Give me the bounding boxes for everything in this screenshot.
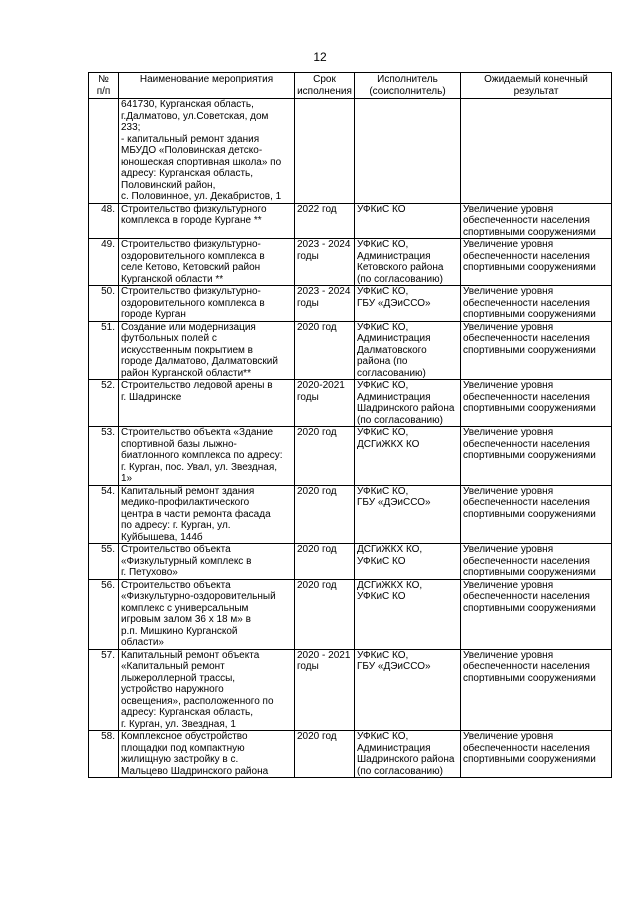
cell-line: Увеличение уровня <box>463 321 554 333</box>
cell-line: спортивными сооружениями <box>463 672 596 684</box>
cell-line: обеспеченности населения <box>463 497 590 508</box>
row-result <box>461 649 612 731</box>
cell-line: УФКиС КО, <box>357 239 409 250</box>
cell-line: (по согласованию) <box>357 273 443 285</box>
cell-line: Ожидаемый конечный <box>484 74 588 85</box>
row-term <box>295 579 355 649</box>
cell-line: «Физкультурно-оздоровительный <box>121 591 276 602</box>
row-result <box>461 321 612 380</box>
cell-line: Капитальный ремонт здания <box>121 485 255 497</box>
cell-line: Администрация <box>357 742 431 754</box>
cell-line: УФКиС КО, <box>357 427 409 438</box>
row-result <box>461 731 612 778</box>
cell-line: № <box>98 74 109 85</box>
table-row <box>89 544 612 580</box>
cell-line: Строительство физкультурно- <box>121 239 261 250</box>
cell-line: по адресу: г. Курган, ул. <box>121 520 231 531</box>
row-number: 57. <box>89 649 119 731</box>
cell-line: УФКиС КО, <box>357 286 409 297</box>
cell-line: спортивной базы лыжно- <box>121 438 237 450</box>
cell-line: ДСГиЖКХ КО, <box>357 579 423 591</box>
cell-line: 2020 год <box>297 321 337 333</box>
cell-line: лыжероллерной трассы, <box>121 672 236 684</box>
cell-line: игровым залом 36 х 18 м» в <box>121 614 251 625</box>
table-row <box>89 380 612 427</box>
row-number: 55. <box>89 544 119 580</box>
cell-line: «Физкультурный комплекс в <box>121 555 252 567</box>
cell-line: обеспеченности населения <box>463 661 590 672</box>
row-measure-name <box>119 544 295 580</box>
row-executor <box>355 649 461 731</box>
row-executor <box>355 427 461 486</box>
row-number: 56. <box>89 579 119 649</box>
cell-line: 2020 год <box>297 427 337 438</box>
row-executor <box>355 239 461 286</box>
cell-line: годы <box>297 391 319 403</box>
row-term <box>295 203 355 239</box>
table-row <box>89 99 612 204</box>
row-term <box>295 544 355 580</box>
cell-line: искусственным покрытием в <box>121 344 253 356</box>
cell-line: медико-профилактического <box>121 497 250 508</box>
cell-line: Капитальный ремонт объекта <box>121 649 260 661</box>
cell-line: р.п. Мишкино Курганской <box>121 625 238 637</box>
cell-line: (по согласованию) <box>357 414 443 426</box>
row-number: 52. <box>89 380 119 427</box>
row-measure-name <box>119 649 295 731</box>
cell-line: биатлонного комплекса по адресу: <box>121 450 283 461</box>
cell-line: юношеская спортивная школа» по <box>121 156 282 168</box>
row-term <box>295 380 355 427</box>
row-number <box>89 99 119 204</box>
header-name <box>119 73 295 99</box>
row-result <box>461 239 612 286</box>
cell-line: Далматовского <box>357 344 427 356</box>
cell-line: 2020 - 2021 <box>297 649 351 661</box>
row-number: 49. <box>89 239 119 286</box>
row-executor <box>355 731 461 778</box>
cell-line: Создание или модернизация <box>121 321 256 333</box>
row-executor <box>355 485 461 544</box>
cell-line: Увеличение уровня <box>463 579 554 591</box>
cell-line: футбольных полей с <box>121 333 217 344</box>
header-executor <box>355 73 461 99</box>
cell-line: район Курганской области** <box>121 367 251 379</box>
cell-line: Строительство ледовой арены в <box>121 380 273 391</box>
cell-line: результат <box>513 85 559 97</box>
row-number: 58. <box>89 731 119 778</box>
cell-line: ДСГиЖКХ КО <box>357 438 420 450</box>
cell-line: Строительство физкультурного <box>121 203 267 215</box>
cell-line: г. Курган, ул. Звездная, 1 <box>121 718 236 730</box>
cell-line: 2020 год <box>297 579 337 591</box>
row-term <box>295 649 355 731</box>
row-measure-name <box>119 427 295 486</box>
cell-line: городе Курган <box>121 309 186 320</box>
cell-line: оздоровительного комплекса в <box>121 297 265 309</box>
cell-line: годы <box>297 661 319 672</box>
table-row <box>89 427 612 486</box>
cell-line: 233; <box>121 122 141 133</box>
table-row <box>89 485 612 544</box>
cell-line: УФКиС КО, <box>357 380 409 391</box>
row-result <box>461 485 612 544</box>
table-row <box>89 239 612 286</box>
row-executor <box>355 579 461 649</box>
cell-line: ГБУ «ДЭиССО» <box>357 661 431 672</box>
row-executor <box>355 286 461 322</box>
row-term <box>295 731 355 778</box>
cell-line: Строительство объекта <box>121 544 231 555</box>
row-term <box>295 286 355 322</box>
row-executor <box>355 380 461 427</box>
cell-line: УФКиС КО <box>357 591 406 602</box>
row-measure-name <box>119 99 295 204</box>
row-result <box>461 99 612 204</box>
cell-line: МБУДО «Половинская детско- <box>121 145 263 156</box>
cell-line: УФКиС КО, <box>357 485 409 497</box>
cell-line: Строительство физкультурно- <box>121 286 261 297</box>
page-number: 12 <box>313 50 327 64</box>
cell-line: Увеличение уровня <box>463 485 554 497</box>
cell-line: жилищную застройку в с. <box>121 754 239 765</box>
table-row <box>89 203 612 239</box>
row-measure-name <box>119 286 295 322</box>
cell-line: оздоровительного комплекса в <box>121 250 265 262</box>
row-result <box>461 203 612 239</box>
cell-line: годы <box>297 297 319 309</box>
cell-line: обеспеченности населения <box>463 250 590 262</box>
row-term <box>295 427 355 486</box>
cell-line: спортивными сооружениями <box>463 602 596 614</box>
cell-line: Половинский район, <box>121 179 216 191</box>
row-term <box>295 485 355 544</box>
row-result <box>461 544 612 580</box>
cell-line: Увеличение уровня <box>463 649 554 661</box>
table-row <box>89 321 612 380</box>
cell-line: УФКиС КО, <box>357 321 409 333</box>
cell-line: - капитальный ремонт здания <box>121 133 260 145</box>
row-number: 50. <box>89 286 119 322</box>
cell-line: «Капитальный ремонт <box>121 661 225 672</box>
cell-line: обеспеченности населения <box>463 438 590 450</box>
table-header-row <box>89 73 612 99</box>
table-row <box>89 579 612 649</box>
row-measure-name <box>119 380 295 427</box>
row-executor <box>355 321 461 380</box>
cell-line: спортивными сооружениями <box>463 403 596 414</box>
header-term <box>295 73 355 99</box>
cell-line: исполнения <box>297 85 352 97</box>
cell-line: Увеличение уровня <box>463 544 554 555</box>
cell-line: центра в части ремонта фасада <box>121 508 271 520</box>
cell-line: обеспеченности населения <box>463 555 590 567</box>
row-term <box>295 239 355 286</box>
row-result <box>461 380 612 427</box>
cell-line: 2022 год <box>297 203 337 215</box>
row-number: 51. <box>89 321 119 380</box>
cell-line: адресу: Курганская область, <box>121 707 254 718</box>
cell-line: спортивными сооружениями <box>463 309 596 320</box>
cell-line: ДСГиЖКХ КО, <box>357 544 423 555</box>
cell-line: спортивными сооружениями <box>463 344 596 356</box>
cell-line: Наименование мероприятия <box>139 74 274 85</box>
cell-line: 2020 год <box>297 485 337 497</box>
cell-line: Мальцево Шадринского района <box>121 765 269 777</box>
cell-line: Администрация <box>357 391 431 403</box>
row-measure-name <box>119 485 295 544</box>
cell-line: Увеличение уровня <box>463 239 554 250</box>
cell-line: устройство наружного <box>121 684 224 695</box>
cell-line: Шадринского района <box>357 754 455 765</box>
row-result <box>461 427 612 486</box>
cell-line: Увеличение уровня <box>463 203 554 215</box>
cell-line: адресу: Курганская область, <box>121 168 254 179</box>
cell-line: спортивными сооружениями <box>463 754 596 765</box>
cell-line: Куйбышева, 144б <box>121 531 203 543</box>
cell-line: годы <box>297 250 319 262</box>
cell-line: селе Кетово, Кетовский район <box>121 262 261 273</box>
cell-line: Комплексное обустройство <box>121 731 248 742</box>
cell-line: Кетовского района <box>357 262 444 273</box>
cell-line: спортивными сооружениями <box>463 450 596 461</box>
cell-line: 2023 - 2024 <box>297 286 351 297</box>
cell-line: Курганской области ** <box>121 273 224 285</box>
cell-line: обеспеченности населения <box>463 333 590 344</box>
cell-line: обеспеченности населения <box>463 742 590 754</box>
header-num <box>89 73 119 99</box>
row-term <box>295 321 355 380</box>
row-measure-name <box>119 321 295 380</box>
table-body <box>89 99 612 778</box>
cell-line: спортивными сооружениями <box>463 508 596 520</box>
row-result <box>461 579 612 649</box>
cell-line: Исполнитель <box>377 74 438 85</box>
cell-line: Увеличение уровня <box>463 731 554 742</box>
cell-line: г. Петухово» <box>121 567 178 578</box>
cell-line: п/п <box>96 85 111 97</box>
row-measure-name <box>119 239 295 286</box>
cell-line: 2020 год <box>297 544 337 555</box>
cell-line: (соисполнитель) <box>369 85 446 97</box>
cell-line: области» <box>121 637 164 648</box>
cell-line: УФКиС КО, <box>357 731 409 742</box>
cell-line: обеспеченности населения <box>463 215 590 226</box>
cell-line: согласованию) <box>357 367 426 379</box>
cell-line: района (по <box>357 356 408 367</box>
cell-line: ГБУ «ДЭиССО» <box>357 497 431 508</box>
cell-line: Срок <box>313 74 336 85</box>
cell-line: 2023 - 2024 <box>297 239 351 250</box>
row-number: 54. <box>89 485 119 544</box>
cell-line: 2020-2021 <box>297 380 345 391</box>
table-row <box>89 649 612 731</box>
cell-line: УФКиС КО <box>357 203 406 215</box>
row-measure-name <box>119 203 295 239</box>
row-executor <box>355 99 461 204</box>
cell-line: Администрация <box>357 333 431 344</box>
cell-line: обеспеченности населения <box>463 591 590 602</box>
cell-line: Администрация <box>357 250 431 262</box>
cell-line: Строительство объекта <box>121 579 231 591</box>
cell-line: спортивными сооружениями <box>463 262 596 273</box>
cell-line: г. Курган, пос. Увал, ул. Звездная, <box>121 461 278 473</box>
cell-line: Шадринского района <box>357 403 455 414</box>
cell-line: комплекса в городе Кургане ** <box>121 215 262 226</box>
cell-line: городе Далматово, Далматовский <box>121 356 278 367</box>
cell-line: комплекс с универсальным <box>121 602 249 614</box>
row-term <box>295 99 355 204</box>
table-row <box>89 286 612 322</box>
table-row <box>89 731 612 778</box>
cell-line: 641730, Курганская область, <box>121 99 254 110</box>
row-measure-name <box>119 731 295 778</box>
cell-line: ГБУ «ДЭиССО» <box>357 297 431 309</box>
row-number: 53. <box>89 427 119 486</box>
cell-line: г. Шадринске <box>121 391 182 403</box>
cell-line: освещения», расположенного по <box>121 695 274 707</box>
row-result <box>461 286 612 322</box>
cell-line: УФКиС КО <box>357 555 406 567</box>
row-measure-name <box>119 579 295 649</box>
cell-line: обеспеченности населения <box>463 297 590 309</box>
row-number: 48. <box>89 203 119 239</box>
cell-line: Увеличение уровня <box>463 286 554 297</box>
cell-line: обеспеченности населения <box>463 391 590 403</box>
cell-line: УФКиС КО, <box>357 649 409 661</box>
cell-line: 2020 год <box>297 731 337 742</box>
cell-line: спортивными сооружениями <box>463 226 596 238</box>
cell-line: с. Половинное, ул. Декабристов, 1 <box>121 191 282 202</box>
row-executor <box>355 544 461 580</box>
row-executor <box>355 203 461 239</box>
cell-line: площадки под компактную <box>121 742 245 754</box>
cell-line: Строительство объекта «Здание <box>121 427 274 438</box>
cell-line: Увеличение уровня <box>463 427 554 438</box>
measures-table <box>88 72 612 778</box>
cell-line: г.Далматово, ул.Советская, дом <box>121 110 269 122</box>
cell-line: 1» <box>121 473 133 484</box>
cell-line: (по согласованию) <box>357 765 443 777</box>
cell-line: Увеличение уровня <box>463 380 554 391</box>
header-result <box>461 73 612 99</box>
cell-line: спортивными сооружениями <box>463 567 596 578</box>
